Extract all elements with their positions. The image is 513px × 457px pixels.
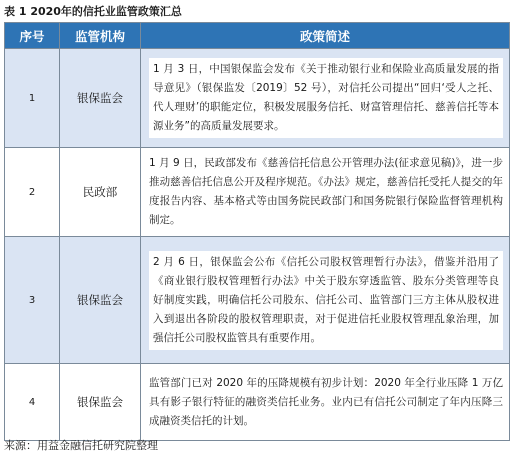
row-agency: 银保监会 [60,237,141,364]
row-agency: 民政部 [60,148,141,237]
row-number: 3 [5,237,60,364]
row-number: 2 [5,148,60,237]
header-summary: 政策简述 [141,23,510,49]
row-summary-cell [141,237,510,364]
policy-table [4,22,510,441]
row-number: 4 [5,364,60,441]
row-summary: 监管部门已对 2020 年的压降规模有初步计划：2020 年全行业压降 1 万亿具有影子银行特征的融资类信托业务。业内已有信托公司制定了年内压降三成融资类信托的计划。 [149,374,503,431]
header-agency: 监管机构 [60,23,141,49]
row-summary: 2 月 6 日，银保监会公布《信托公司股权管理暂行办法》，借鉴并沿用了《商业银行股权管理暂行办法》中关于股东穿透监管、股东分类管理等良好制度实践，明确信托公司股东、信托公司、监管部门三方主体从股权进入到退出各阶段的股权管理职责，对于促进信托业股权管理乱象治理，加强信托公司股权监管具有重要作用。 [149,251,503,350]
header-no: 序号 [5,23,60,49]
row-summary-cell [141,148,510,237]
row-number: 1 [5,49,60,148]
table-header-row [5,23,510,49]
row-agency: 银保监会 [60,49,141,148]
table-title: 表 1 2020年的信托业监管政策汇总 [4,5,182,18]
row-summary-cell [141,364,510,441]
row-agency: 银保监会 [60,364,141,441]
row-summary: 1 月 9 日，民政部发布《慈善信托信息公开管理办法(征求意见稿)》，进一步推动慈善信托信息公开及程序规范。《办法》规定，慈善信托受托人提交的年度报告内容、基本格式等由国务院民政部门和国务院银行保险监督管理机构制定。 [149,154,503,230]
table-row [5,148,510,237]
table-row [5,49,510,148]
row-summary-cell [141,49,510,148]
table-row [5,237,510,364]
row-summary: 1 月 3 日，中国银保监会发布《关于推动银行业和保险业高质量发展的指导意见》（银保监发〔2019〕52 号），对信托公司提出“回归‘受人之托、代人理财’的职能定位，积极发展服务信托、财富管理信托、慈善信托等本源业务”的高质量发展要求。 [149,58,503,138]
source-note: 来源：用益金融信托研究院整理 [4,439,158,452]
table-row [5,364,510,441]
